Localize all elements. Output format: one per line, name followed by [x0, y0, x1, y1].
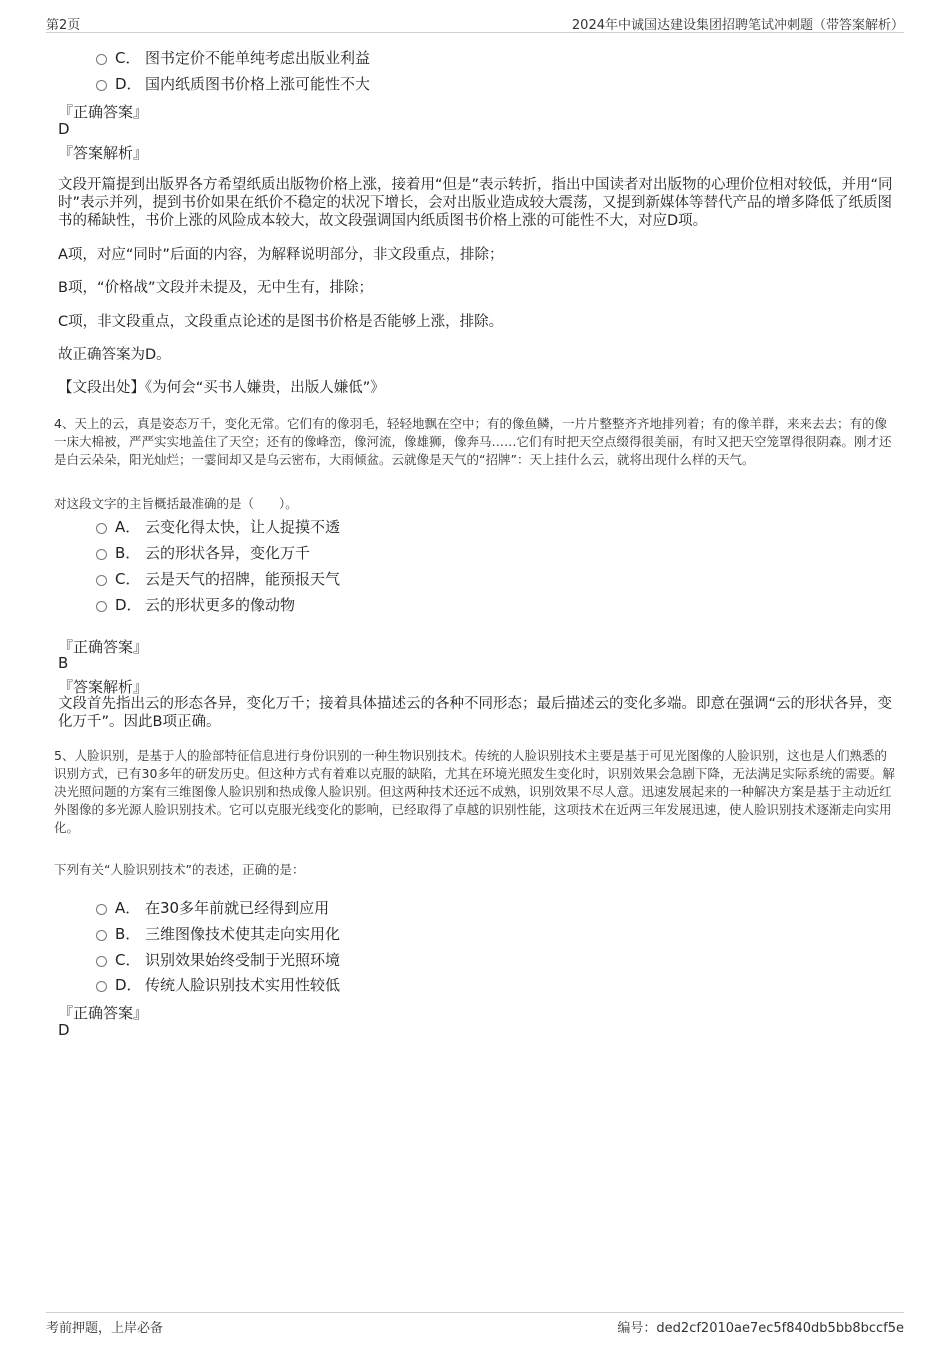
q3-answer: D: [58, 120, 70, 138]
q4-answer: B: [58, 654, 69, 672]
q3-analysis-b: B项，“价格战”文段并未提及，无中生有，排除；: [58, 280, 373, 296]
page-footer: [46, 1312, 904, 1337]
document-id: 编号：ded2cf2010ae7ec5f840db5bb8bccf5e: [617, 1321, 904, 1336]
radio-icon[interactable]: [96, 575, 107, 586]
q5-stem: 5、人脸识别，是基于人的脸部特征信息进行身份识别的一种生物识别技术。传统的人脸识别技术主要是基于可见光图像的人脸识别，这也是人们熟悉的识别方式，已有30多年的研发历史。但这种方式有着难以克服的缺陷，尤其在环境光照发生变化时，识别效果会急剧下降，无法满足实际系统的需要。解决光照问题的方案有三维图像人脸识别和热成像人脸识别。但这两种技术还远不成熟，识别效果不尽人意。迅速发展起来的一种解决方案是基于主动近红外图像的多光源人脸识别技术。它可以克服光线变化的影响，已经取得了卓越的识别性能，这项技术在近两三年发展迅速，使人脸识别技术逐渐走向实用化。: [54, 748, 895, 835]
q4-answer-label: 『正确答案』: [58, 638, 149, 656]
q3-option-c[interactable]: C． 图书定价不能单纯考虑出版业利益: [96, 47, 370, 69]
radio-icon[interactable]: [96, 523, 107, 534]
document-title: 2024年中诚国达建设集团招聘笔试冲刺题（带答案解析）: [571, 18, 904, 33]
q5-question: 下列有关“人脸识别技术”的表述，正确的是：: [54, 862, 305, 877]
q3-option-d[interactable]: D． 国内纸质图书价格上涨可能性不大: [96, 73, 370, 95]
q4-option-b[interactable]: B． 云的形状各异，变化万千: [96, 542, 310, 564]
q4-stem: 4、天上的云，真是姿态万千，变化无常。它们有的像羽毛，轻轻地飘在空中；有的像鱼鳞，一片片整整齐齐地排列着；有的像羊群，来来去去；有的像一床大棉被，严严实实地盖住了天空；还有的像峰峦，像河流，像雄狮，像奔马……它们有时把天空点缀得很美丽，有时又把天空笼罩得很阴森。刚才还是白云朵朵，阳光灿烂；一霎间却又是乌云密布，大雨倾盆。云就像是天气的“招牌”：天上挂什么云，就将出现什么样的天气。: [54, 416, 892, 467]
q4-option-a[interactable]: A． 云变化得太快，让人捉摸不透: [96, 516, 340, 538]
q4-analysis-label: 『答案解析』: [58, 678, 149, 696]
q3-answer-label: 『正确答案』: [58, 103, 149, 121]
q5-option-c[interactable]: C． 识别效果始终受制于光照环境: [96, 949, 340, 971]
q5-answer-label: 『正确答案』: [58, 1004, 149, 1022]
q3-analysis-label: 『答案解析』: [58, 144, 149, 162]
q3-conclusion: 故正确答案为D。: [58, 347, 171, 363]
q3-analysis: 文段开篇提到出版界各方希望纸质出版物价格上涨，接着用“但是”表示转折，指出中国读者对出版物的心理价位相对较低，并用“同时”表示并列，提到书价如果在纸价不稳定的状况下增长，会对出版业造成较大震荡，又提到新媒体等替代产品的增多降低了纸质图书的稀缺性，书价上涨的风险成本较大，故文段强调国内纸质图书价格上涨的可能性不大，对应D项。: [58, 177, 893, 229]
q4-option-d[interactable]: D． 云的形状更多的像动物: [96, 594, 295, 616]
radio-icon[interactable]: [96, 981, 107, 992]
page-header: [46, 14, 904, 33]
q5-answer: D: [58, 1021, 70, 1039]
q3-analysis-c: C项，非文段重点，文段重点论述的是图书价格是否能够上涨，排除。: [58, 314, 504, 330]
q5-option-b[interactable]: B． 三维图像技术使其走向实用化: [96, 923, 340, 945]
radio-icon[interactable]: [96, 54, 107, 65]
radio-icon[interactable]: [96, 930, 107, 941]
page-number: 第2页: [46, 18, 81, 33]
radio-icon[interactable]: [96, 80, 107, 91]
q4-analysis: 文段首先指出云的形态各异，变化万千；接着具体描述云的各种不同形态；最后描述云的变化多端。即意在强调“云的形状各异，变化万千”。因此B项正确。: [58, 696, 893, 730]
radio-icon[interactable]: [96, 956, 107, 967]
q3-source: 【文段出处】《为何会“买书人嫌贵，出版人嫌低”》: [58, 380, 385, 396]
radio-icon[interactable]: [96, 549, 107, 560]
footer-slogan: 考前押题，上岸必备: [46, 1321, 164, 1336]
q4-option-c[interactable]: C． 云是天气的招牌，能预报天气: [96, 568, 340, 590]
radio-icon[interactable]: [96, 904, 107, 915]
radio-icon[interactable]: [96, 601, 107, 612]
q3-analysis-a: A项，对应“同时”后面的内容，为解释说明部分，非文段重点，排除；: [58, 247, 504, 263]
q5-option-d[interactable]: D． 传统人脸识别技术实用性较低: [96, 974, 340, 996]
q5-option-a[interactable]: A． 在30多年前就已经得到应用: [96, 897, 329, 919]
q4-question: 对这段文字的主旨概括最准确的是（ ）。: [54, 496, 298, 511]
